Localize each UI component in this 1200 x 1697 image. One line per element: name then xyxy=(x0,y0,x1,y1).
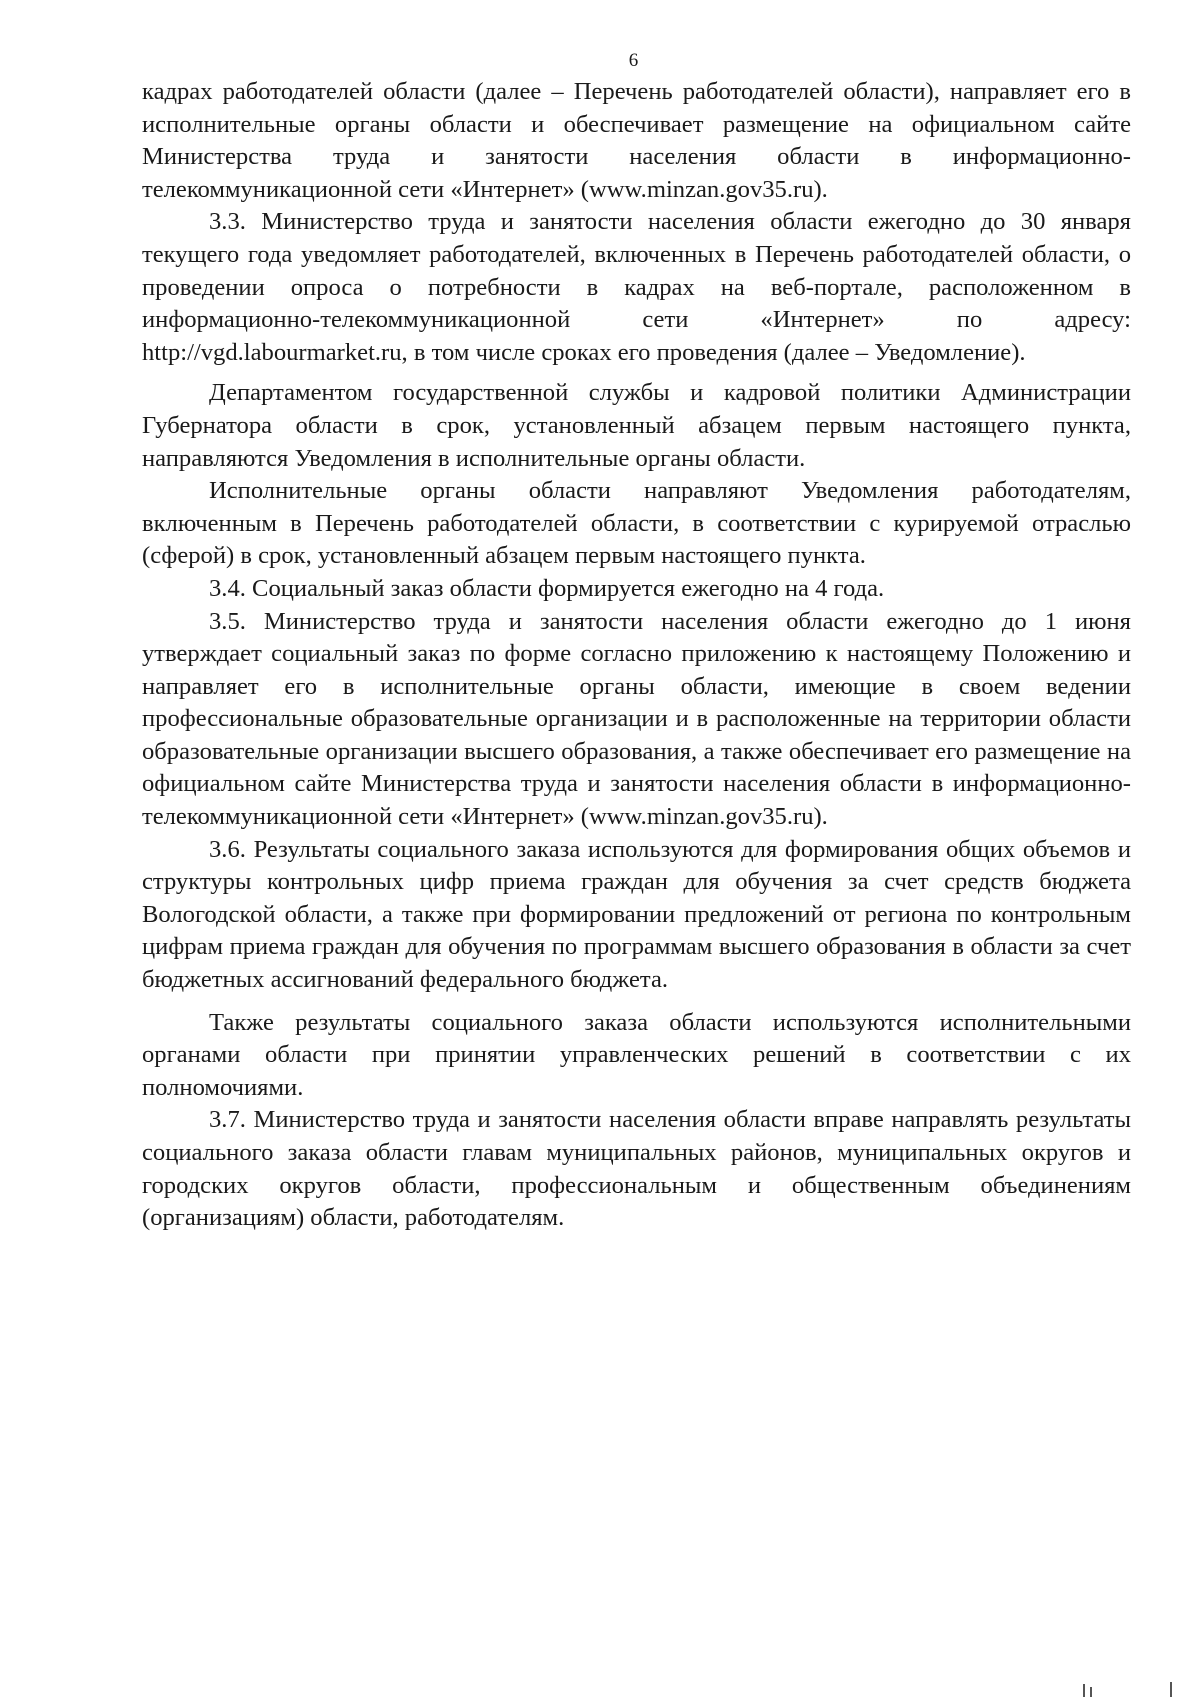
paragraph-3-6: 3.6. Результаты социального заказа используются для формирования общих объемов и структуры контрольных цифр приема граждан для обучения за счет средств бюджета Вологодской области, а также при формировании предложений от региона по контрольным цифрам приема граждан для обучения по программам высшего образования в области за счет бюджетных ассигнований федерального бюджета. xyxy=(142,835,1131,994)
paragraph-results-usage: Также результаты социального заказа области используются исполнительными органами области при принятии управленческих решений в соответствии с их полномочиями. xyxy=(142,1008,1131,1101)
document-body xyxy=(142,76,1131,1235)
scan-artifact-mark xyxy=(1083,1684,1085,1697)
scan-artifact-mark xyxy=(1170,1682,1172,1697)
paragraph-3-3: 3.3. Министерство труда и занятости населения области ежегодно до 30 января текущего года уведомляет работодателей, включенных в Перечень работодателей области, о проведении опроса о потребности в кадрах на веб-портале, расположенном в информационно-телекоммуникационной сети «Интернет» по адресу: http://vgd.labourmarket.ru, в том числе сроках его проведения (далее – Уведомление). xyxy=(142,208,1131,366)
paragraph-executive-bodies: Исполнительные органы области направляют Уведомления работодателям, включенным в Перечень работодателей области, в соответствии с курируемой отраслью (сферой) в срок, установленный абзацем первым настоящего пункта. xyxy=(142,477,1131,570)
paragraph-continuation: кадрах работодателей области (далее – Перечень работодателей области), направляет его в исполнительные органы области и обеспечивает размещение на официальном сайте Министерства труда и занятости населения области в информационно-телекоммуникационной сети «Интернет» (www.minzan.gov35.ru). xyxy=(142,78,1131,203)
scan-artifact-mark xyxy=(1090,1687,1092,1697)
paragraph-department-notice: Департаментом государственной службы и кадровой политики Администрации Губернатора области в срок, установленный абзацем первым настоящего пункта, направляются Уведомления в исполнительные органы области. xyxy=(142,379,1131,472)
page-number: 6 xyxy=(628,50,639,71)
paragraph-3-5: 3.5. Министерство труда и занятости населения области ежегодно до 1 июня утверждает социальный заказ по форме согласно приложению к настоящему Положению и направляет его в исполнительные органы области, имеющие в своем ведении профессиональные образовательные организации и в расположенные на территории области образовательные организации высшего образования, а также обеспечивает его размещение на официальном сайте Министерства труда и занятости населения области в информационно-телекоммуникационной сети «Интернет» (www.minzan.gov35.ru). xyxy=(142,607,1131,831)
paragraph-3-4: 3.4. Социальный заказ области формируется ежегодно на 4 года. xyxy=(209,574,885,602)
paragraph-3-7: 3.7. Министерство труда и занятости населения области вправе направлять результаты социального заказа области главам муниципальных районов, муниципальных округов и городских округов области, профессиональным и общественным объединениям (организациям) области, работодателям. xyxy=(142,1106,1131,1232)
